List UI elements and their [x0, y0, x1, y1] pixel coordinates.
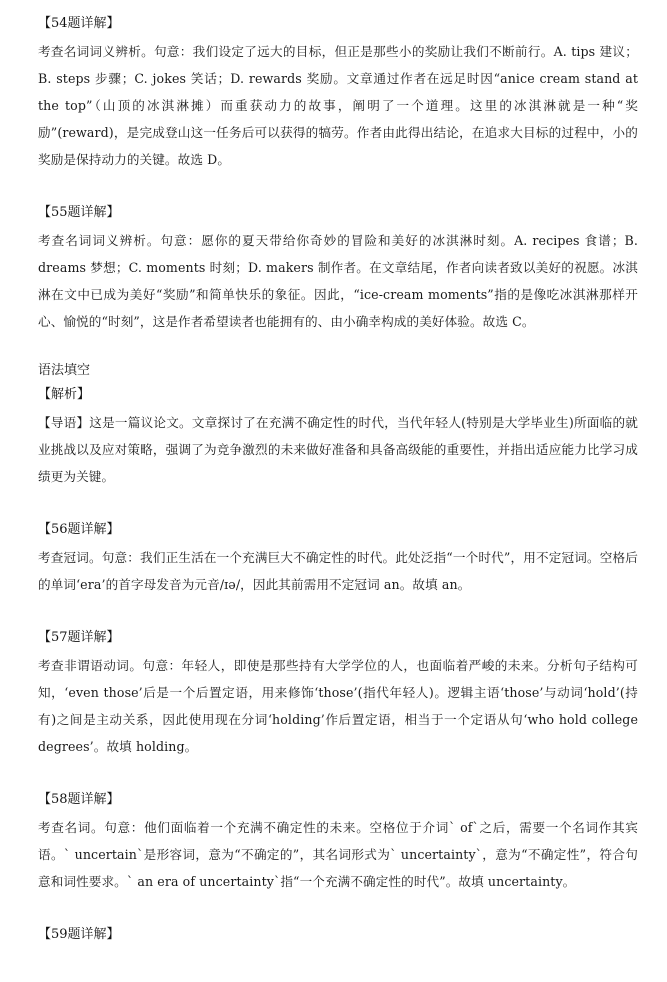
q56-heading: 【56题详解】	[38, 522, 120, 537]
q54-section	[38, 14, 638, 173]
grammar-analysis-label: 【解析】	[38, 387, 91, 402]
q57-heading: 【57题详解】	[38, 630, 120, 645]
q58-explanation: 考查名词。句意：他们面临着一个充满不确定性的未来。空格位于介词` of`之后，需要一个名词作其宾语。` uncertain`是形容词，意为“不确定的”，其名词形式为` uncertainty`，意为“不确定性”，符合句意和词性要求。` an era of uncertainty`指“一个充满不确定性的时代”。故填 uncertainty。	[38, 820, 638, 889]
q56-explanation: 考查冠词。句意：我们正生活在一个充满巨大不确定性的时代。此处泛指“一个时代”，用不定冠词。空格后的单词‘era’的首字母发音为元音/ɪə/，因此其前需用不定冠词 an。故填 an。	[38, 550, 638, 592]
q59-heading: 【59题详解】	[38, 927, 120, 942]
document-page	[38, 14, 638, 949]
q59-section	[38, 925, 638, 945]
q55-section	[38, 203, 638, 335]
grammar-section	[38, 361, 638, 490]
grammar-section-title: 语法填空	[38, 363, 91, 378]
q55-explanation: 考查名词词义辨析。句意：愿你的夏天带给你奇妙的冒险和美好的冰淇淋时刻。A. recipes 食谱；B. dreams 梦想；C. moments 时刻；D. makers 制作者。在文章结尾，作者向读者致以美好的祝愿。冰淇淋在文中已成为美好“奖励”和简单快乐的象征。因此，“ice-cream moments”指的是像吃冰淇淋那样开心、愉悦的“时刻”，这是作者希望读者也能拥有的、由小确幸构成的美好体验。故选 C。	[38, 233, 638, 329]
grammar-guide: 【导语】这是一篇议论文。文章探讨了在充满不确定性的时代，当代年轻人(特别是大学毕业生)所面临的就业挑战以及应对策略，强调了为竞争激烈的未来做好准备和具备高级能的重要性，并指出适应能力比学习成绩更为关键。	[38, 415, 638, 484]
q55-heading: 【55题详解】	[38, 205, 120, 220]
q57-explanation: 考查非谓语动词。句意：年轻人，即使是那些持有大学学位的人，也面临着严峻的未来。分析句子结构可知，‘even those’后是一个后置定语，用来修饰‘those’(指代年轻人)。逻辑主语‘those’与动词‘hold’(持有)之间是主动关系，因此使用现在分词‘holding’作后置定语，相当于一个定语从句‘who hold college degrees’。故填 holding。	[38, 658, 638, 754]
q54-explanation: 考查名词词义辨析。句意：我们设定了远大的目标，但正是那些小的奖励让我们不断前行。A. tips 建议；B. steps 步骤；C. jokes 笑话；D. rewards 奖励。文章通过作者在远足时因“anice cream stand at the top”（山顶的冰淇淋摊）而重获动力的故事，阐明了一个道理。这里的冰淇淋就是一种“奖励”(reward)，是完成登山这一任务后可以获得的犒劳。作者由此得出结论，在追求大目标的过程中，小的奖励是保持动力的关键。故选 D。	[38, 44, 638, 167]
q58-heading: 【58题详解】	[38, 792, 120, 807]
q54-heading: 【54题详解】	[38, 16, 120, 31]
q56-section	[38, 520, 638, 598]
q58-section	[38, 790, 638, 895]
q57-section	[38, 628, 638, 760]
